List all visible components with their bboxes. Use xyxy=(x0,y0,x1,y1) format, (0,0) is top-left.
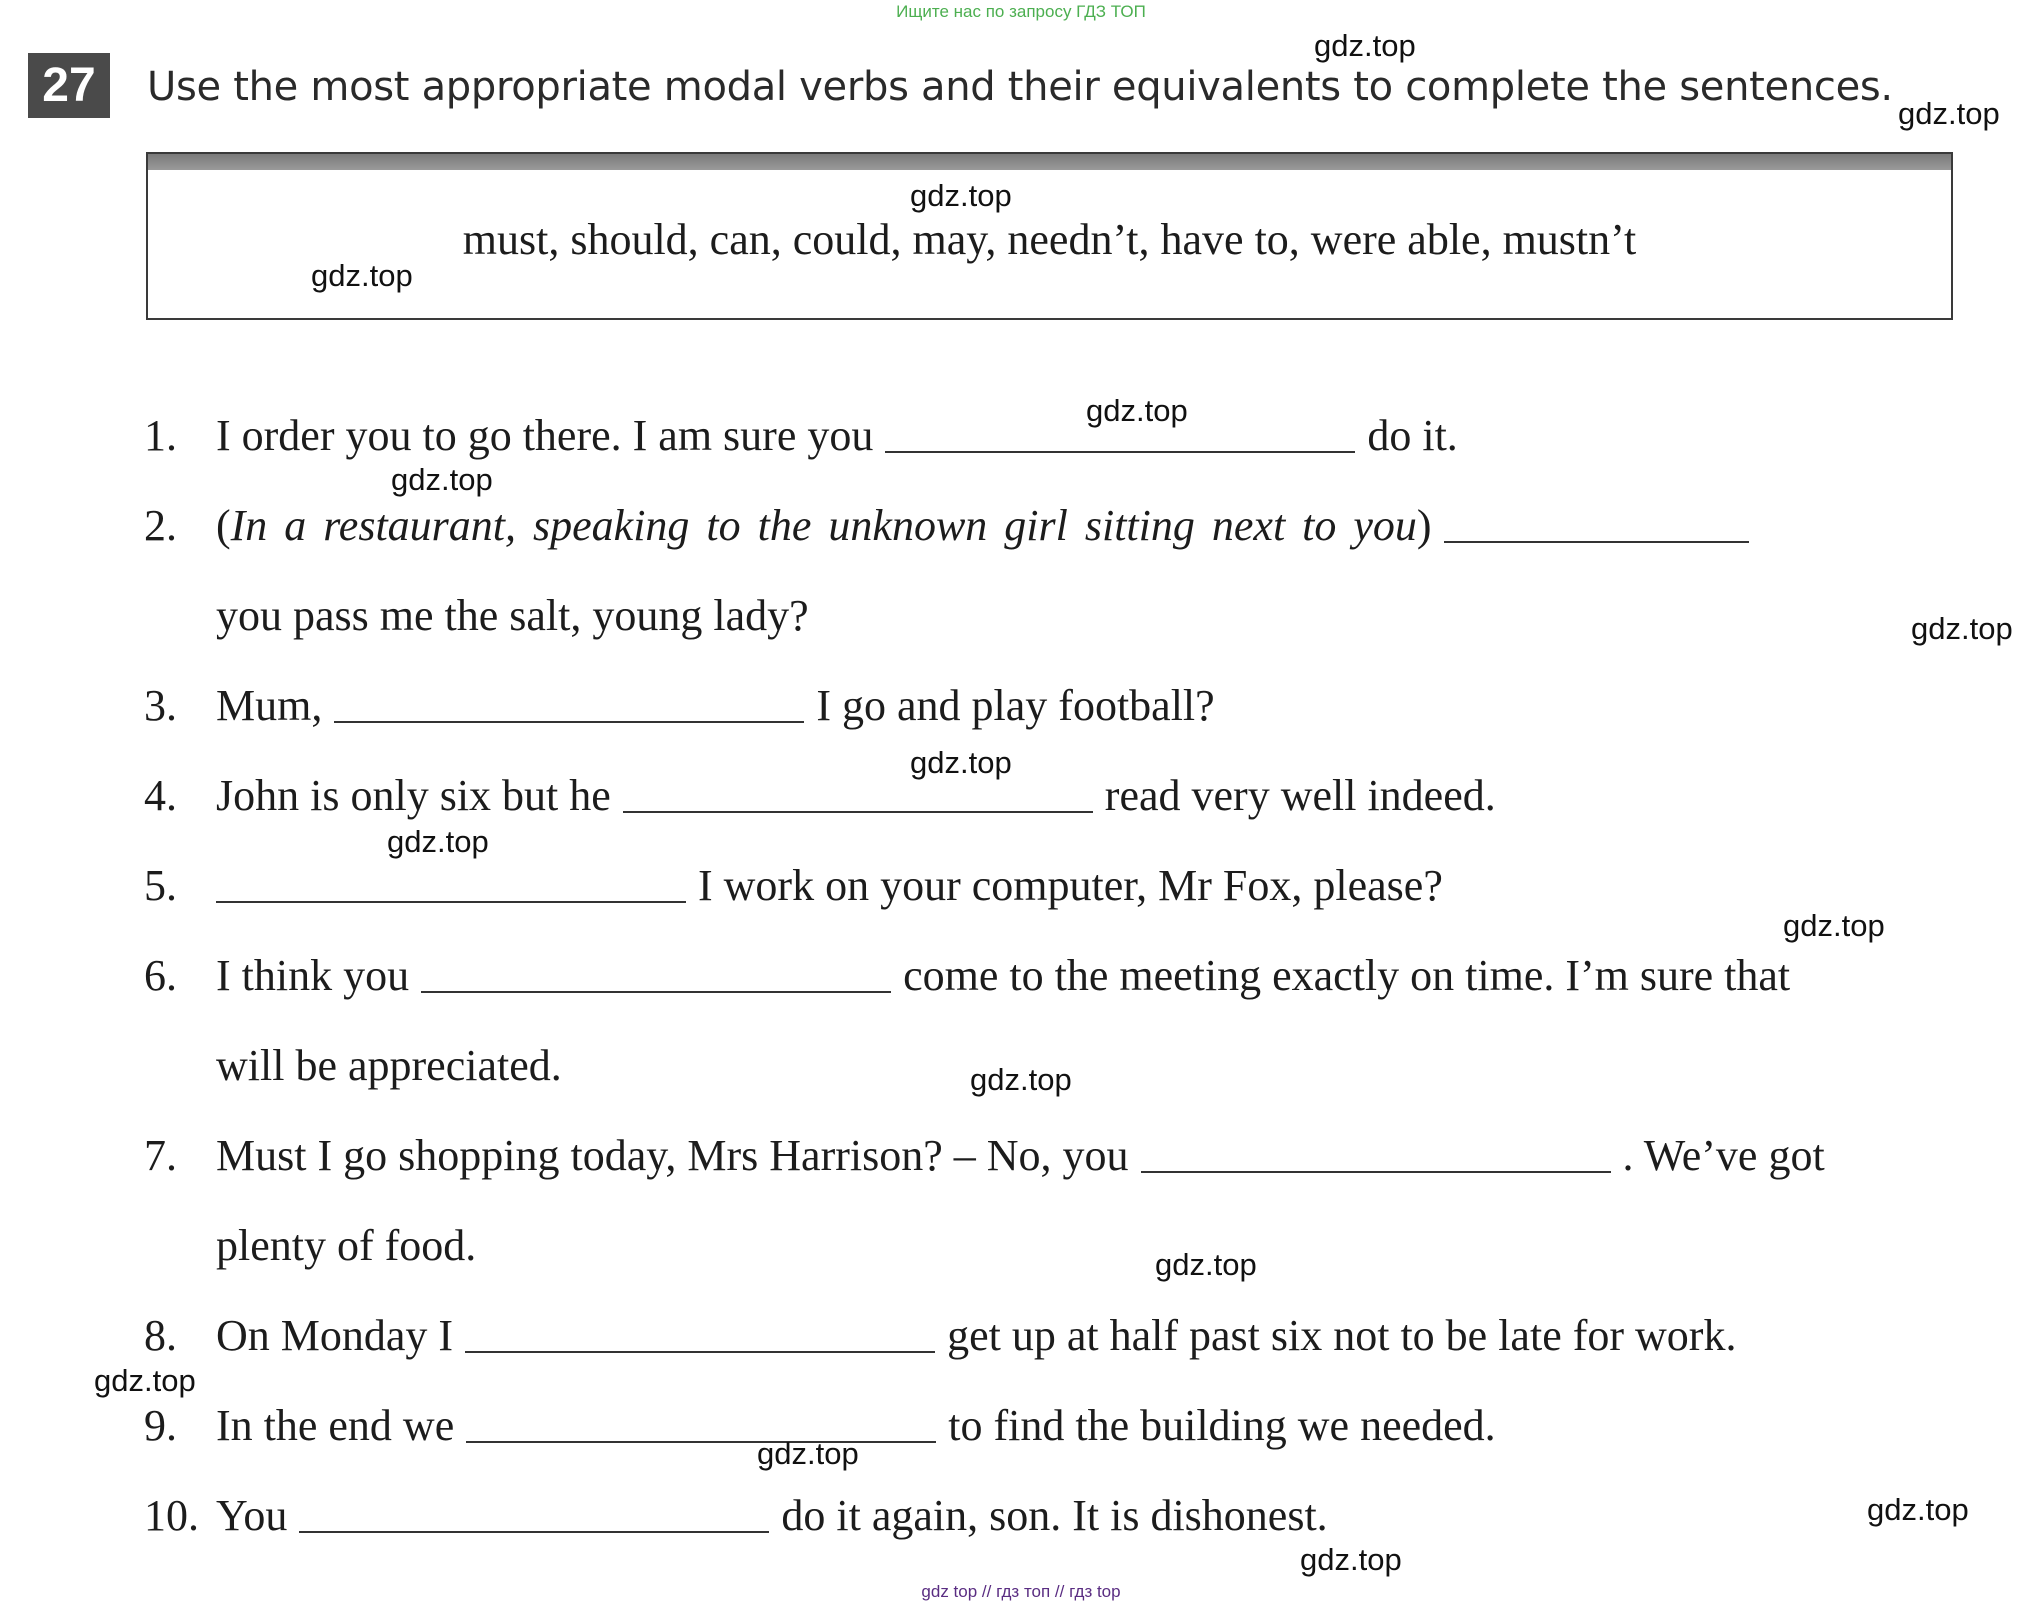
sentence-number: 8. xyxy=(144,1311,177,1360)
watermark: gdz.top xyxy=(311,258,413,293)
sentence-number: 1. xyxy=(144,411,177,460)
watermark: gdz.top xyxy=(387,824,489,859)
sentence-text: In the end we xyxy=(216,1401,455,1450)
sentence-number: 4. xyxy=(144,771,177,820)
watermark: gdz.top xyxy=(1898,96,2000,131)
sentence-text: You xyxy=(216,1491,288,1540)
sentence-text: do it again, son. It is dishonest. xyxy=(781,1491,1328,1540)
watermark: gdz.top xyxy=(910,745,1012,780)
word-list: must, should, can, could, may, needn’t, have to, were able, mustn’t xyxy=(462,215,1637,264)
answer-blank-8[interactable] xyxy=(465,1350,935,1353)
answer-blank-2[interactable] xyxy=(1444,540,1749,543)
answer-blank-7[interactable] xyxy=(1141,1170,1611,1173)
watermark: gdz.top xyxy=(1314,28,1416,63)
answer-blank-1[interactable] xyxy=(885,450,1355,453)
watermark: gdz.top xyxy=(1867,1492,1969,1527)
sentence-text: Must I go shopping today, Mrs Harrison? – No, you xyxy=(216,1131,1129,1180)
sentence-number: 10. xyxy=(144,1491,199,1540)
watermark: gdz.top xyxy=(94,1363,196,1398)
watermark: gdz.top xyxy=(970,1062,1072,1097)
sentence-text: I go and play football? xyxy=(816,681,1215,730)
exercise-number: 27 xyxy=(28,53,110,118)
watermark: gdz.top xyxy=(757,1436,859,1471)
watermark: gdz.top xyxy=(1086,393,1188,428)
sentence-text: John is only six but he xyxy=(216,771,611,820)
answer-blank-4[interactable] xyxy=(623,810,1093,813)
word-box-header-bar xyxy=(148,154,1951,170)
answer-blank-9[interactable] xyxy=(466,1440,936,1443)
sentence-text: ) xyxy=(1416,501,1432,550)
sentence-text: to find the building we needed. xyxy=(948,1401,1496,1450)
sentence-text: I think you xyxy=(216,951,410,1000)
sentence-text: ( xyxy=(216,501,231,550)
sentence-number: 6. xyxy=(144,951,177,1000)
word-box xyxy=(146,152,1953,320)
sentence-text: Mum, xyxy=(216,681,323,730)
sentence-italic-text: In a restaurant, speaking to the unknown girl sitting next to you xyxy=(230,501,1417,550)
watermark: gdz.top xyxy=(1783,908,1885,943)
sentence-text: I order you to go there. I am sure you xyxy=(216,411,874,460)
sentence-text: . We’ve got xyxy=(1622,1131,1825,1180)
sentence-number: 9. xyxy=(144,1401,177,1450)
answer-blank-10[interactable] xyxy=(299,1530,769,1533)
sentence-text: On Monday I xyxy=(216,1311,454,1360)
sentence-number: 2. xyxy=(144,501,177,550)
footer: gdz top // гдз топ // гдз top xyxy=(921,1582,1121,1601)
sentence-number: 3. xyxy=(144,681,177,730)
watermark: gdz.top xyxy=(1911,611,2013,646)
watermark: gdz.top xyxy=(391,462,493,497)
sentence-number: 7. xyxy=(144,1131,177,1180)
sentence-text: get up at half past six not to be late for work. xyxy=(947,1311,1737,1360)
answer-blank-5[interactable] xyxy=(216,900,686,903)
sentence-text: you pass me the salt, young lady? xyxy=(216,591,809,640)
sentence-number: 5. xyxy=(144,861,177,910)
exercise-instruction: Use the most appropriate modal verbs and their equivalents to complete the sentences. xyxy=(147,64,1893,110)
answer-blank-3[interactable] xyxy=(334,720,804,723)
sentence-text: I work on your computer, Mr Fox, please? xyxy=(698,861,1443,910)
sentence-text: come to the meeting exactly on time. I’m sure that xyxy=(903,951,1791,1000)
sentence-text: plenty of food. xyxy=(216,1221,477,1270)
watermark: gdz.top xyxy=(1155,1247,1257,1282)
top-banner: Ищите нас по запросу ГДЗ ТОП xyxy=(896,2,1146,21)
sentence-text: read very well indeed. xyxy=(1104,771,1496,820)
answer-blank-6[interactable] xyxy=(421,990,891,993)
watermark: gdz.top xyxy=(1300,1542,1402,1577)
sentence-text: will be appreciated. xyxy=(216,1041,562,1090)
watermark: gdz.top xyxy=(910,178,1012,213)
sentence-text: do it. xyxy=(1367,411,1458,460)
